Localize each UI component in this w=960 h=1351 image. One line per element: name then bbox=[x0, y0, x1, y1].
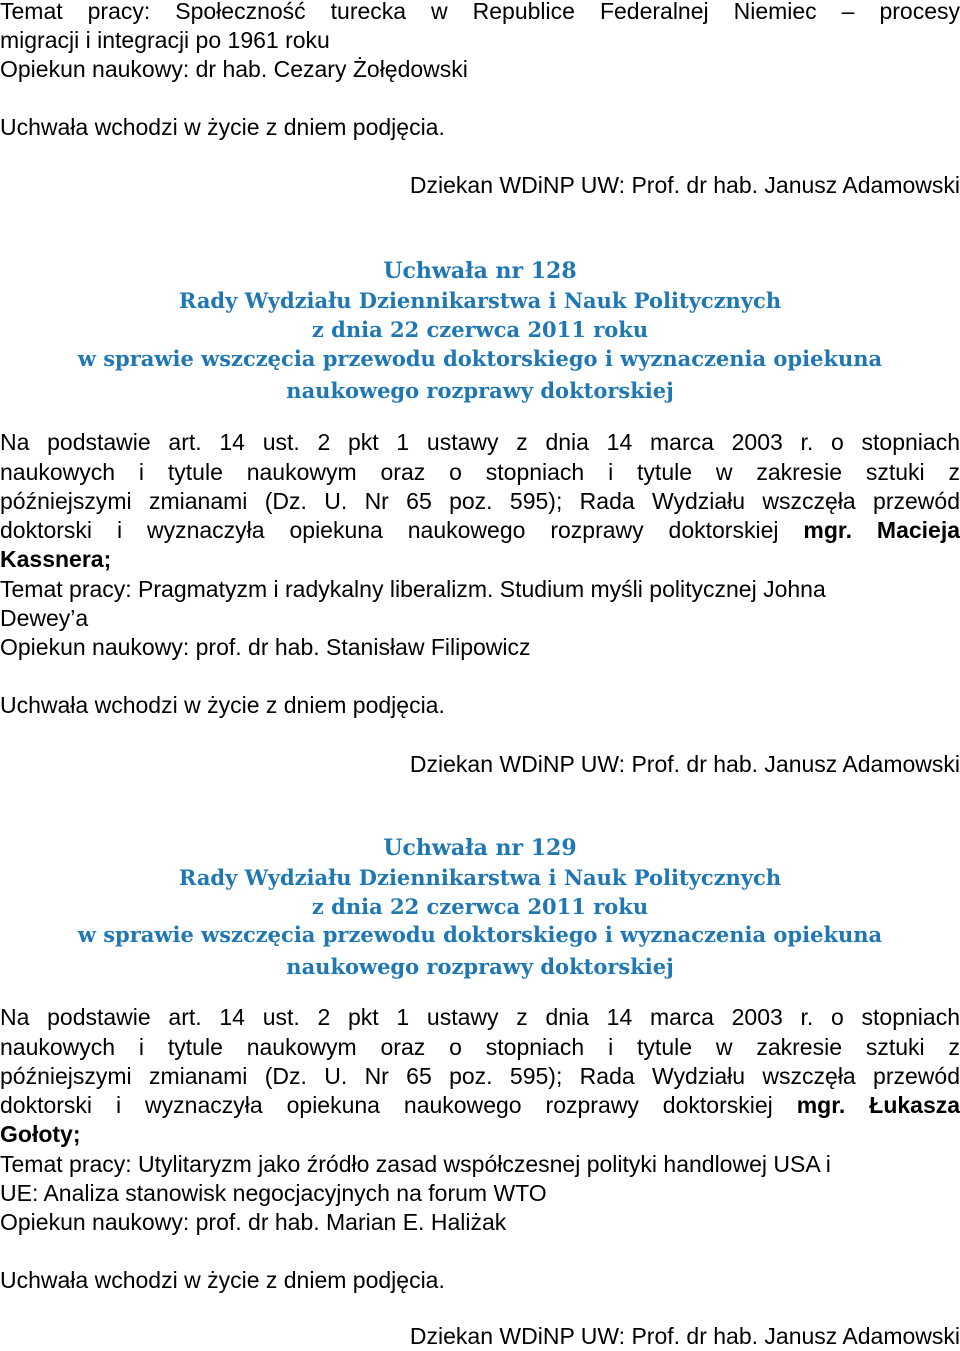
effective-line: Uchwała wchodzi w życie z dniem podjęcia. bbox=[0, 114, 445, 140]
candidate-prefix: mgr. bbox=[796, 1092, 846, 1118]
resolution-title: Uchwała nr 128 bbox=[383, 258, 577, 284]
topic-line: Temat pracy: Społeczność turecka w Republice Federalnej Niemiec – procesy bbox=[0, 0, 960, 24]
resolution-date: z dnia 22 czerwca 2011 roku bbox=[311, 317, 649, 342]
legal-basis-line: Na podstawie art. 14 ust. 2 pkt 1 ustawy z dnia 14 marca 2003 r. o stopniach bbox=[0, 1004, 960, 1030]
effective-line: Uchwała wchodzi w życie z dniem podjęcia. bbox=[0, 692, 445, 718]
resolution-subject: w sprawie wszczęcia przewodu doktorskiego i wyznaczenia opiekuna bbox=[77, 922, 883, 947]
supervisor-line: Opiekun naukowy: prof. dr hab. Marian E. Haliżak bbox=[0, 1209, 507, 1235]
legal-basis-line bbox=[0, 1091, 960, 1120]
legal-basis-line: Na podstawie art. 14 ust. 2 pkt 1 ustawy z dnia 14 marca 2003 r. o stopniach bbox=[0, 429, 960, 455]
dean-signature: Dziekan WDiNP UW: Prof. dr hab. Janusz Adamowski bbox=[409, 172, 960, 198]
dean-signature: Dziekan WDiNP UW: Prof. dr hab. Janusz Adamowski bbox=[409, 751, 960, 777]
legal-basis-line: późniejszymi zmianami (Dz. U. Nr 65 poz. 595); Rada Wydziału wszczęła przewód bbox=[0, 1063, 960, 1089]
resolution-council: Rady Wydziału Dziennikarstwa i Nauk Politycznych bbox=[178, 865, 782, 890]
resolution-subject: naukowego rozprawy doktorskiej bbox=[286, 954, 674, 979]
supervisor-line: Opiekun naukowy: prof. dr hab. Stanisław Filipowicz bbox=[0, 634, 531, 660]
effective-line: Uchwała wchodzi w życie z dniem podjęcia. bbox=[0, 1267, 445, 1293]
legal-basis-line: późniejszymi zmianami (Dz. U. Nr 65 poz. 595); Rada Wydziału wszczęła przewód bbox=[0, 488, 960, 514]
topic-line: Dewey’a bbox=[0, 605, 89, 631]
legal-basis-text: doktorski i wyznaczyła opiekuna naukowego rozprawy doktorskiej bbox=[0, 517, 779, 543]
candidate-prefix: mgr. bbox=[803, 517, 852, 543]
legal-basis-line: naukowych i tytule naukowym oraz o stopniach i tytule w zakresie sztuki z bbox=[0, 459, 960, 485]
supervisor-line: Opiekun naukowy: dr hab. Cezary Żołędowski bbox=[0, 56, 468, 82]
topic-line: Temat pracy: Pragmatyzm i radykalny liberalizm. Studium myśli politycznej Johna bbox=[0, 576, 826, 602]
topic-line: migracji i integracji po 1961 roku bbox=[0, 27, 330, 53]
resolution-subject: w sprawie wszczęcia przewodu doktorskiego i wyznaczenia opiekuna bbox=[77, 346, 883, 371]
candidate-first-name: Łukasza bbox=[869, 1092, 960, 1118]
candidate-last-name: Kassnera; bbox=[0, 546, 112, 572]
legal-basis-text: doktorski i wyznaczyła opiekuna naukowego rozprawy doktorskiej bbox=[0, 1092, 773, 1118]
topic-line: Temat pracy: Utylitaryzm jako źródło zasad współczesnej polityki handlowej USA i bbox=[0, 1151, 831, 1177]
resolution-council: Rady Wydziału Dziennikarstwa i Nauk Politycznych bbox=[178, 288, 782, 313]
resolution-title: Uchwała nr 129 bbox=[383, 835, 577, 861]
resolution-date: z dnia 22 czerwca 2011 roku bbox=[311, 894, 649, 919]
resolution-subject: naukowego rozprawy doktorskiej bbox=[286, 378, 674, 403]
dean-signature: Dziekan WDiNP UW: Prof. dr hab. Janusz Adamowski bbox=[409, 1323, 960, 1349]
candidate-last-name: Gołoty; bbox=[0, 1121, 81, 1147]
candidate-first-name: Macieja bbox=[876, 517, 960, 543]
legal-basis-line bbox=[0, 516, 960, 545]
topic-line: UE: Analiza stanowisk negocjacyjnych na forum WTO bbox=[0, 1180, 547, 1206]
legal-basis-line: naukowych i tytule naukowym oraz o stopniach i tytule w zakresie sztuki z bbox=[0, 1034, 960, 1060]
